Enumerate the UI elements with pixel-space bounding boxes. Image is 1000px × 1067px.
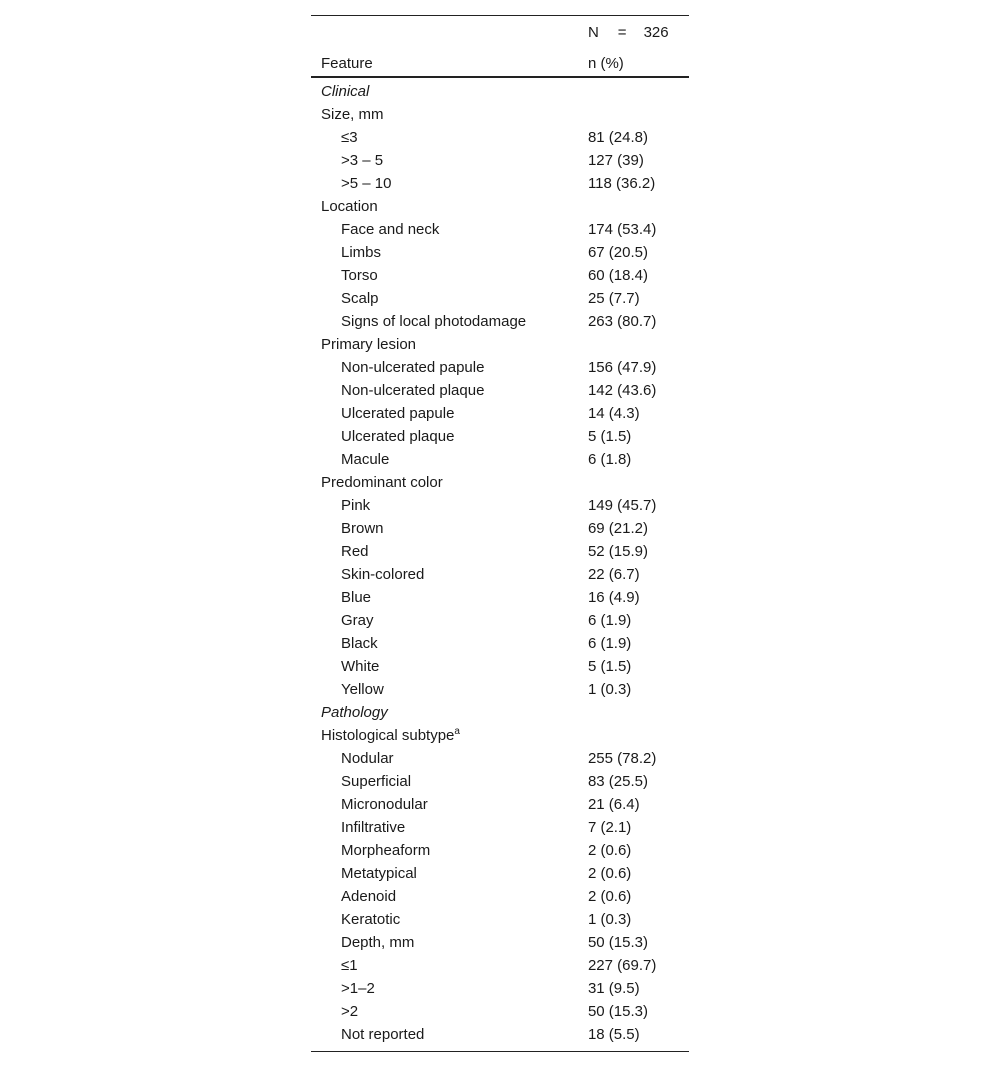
feature-label [311, 310, 588, 333]
feature-label-text: Pathology [321, 704, 388, 721]
feature-label [311, 494, 588, 517]
feature-label-text: Non-ulcerated papule [341, 359, 485, 376]
feature-label-text: Micronodular [341, 796, 428, 813]
table-row [311, 724, 689, 747]
table-row [311, 333, 689, 356]
table-body [311, 77, 689, 1052]
value-cell: 16 (4.9) [587, 589, 640, 606]
feature-label-text: Metatypical [341, 865, 417, 882]
feature-label-text: Predominant color [321, 474, 443, 491]
column-header-feature: Feature [311, 44, 588, 77]
feature-label-text: Keratotic [341, 911, 401, 928]
feature-label [311, 954, 588, 977]
value-cell: 5 (1.5) [587, 428, 632, 445]
feature-label-text: Morpheaform [341, 842, 431, 859]
table-row [311, 218, 689, 241]
table-row [311, 402, 689, 425]
table-row [311, 563, 689, 586]
table-row [311, 264, 689, 287]
value-cell: 22 (6.7) [587, 566, 640, 583]
feature-label [311, 977, 588, 1000]
section-label [311, 701, 588, 724]
table-row [311, 379, 689, 402]
table-row [311, 793, 689, 816]
feature-label [311, 563, 588, 586]
feature-label [311, 287, 588, 310]
feature-label [311, 540, 588, 563]
n-label: N [587, 24, 599, 41]
feature-label-text: Location [321, 198, 378, 215]
table-row [311, 310, 689, 333]
table-row [311, 195, 689, 218]
value-cell: 50 (15.3) [587, 934, 648, 951]
table-row [311, 586, 689, 609]
value-cell: 127 (39) [587, 152, 644, 169]
feature-label [311, 379, 588, 402]
feature-label [311, 517, 588, 540]
table-row [311, 701, 689, 724]
value-cell: 67 (20.5) [587, 244, 648, 261]
table-row [311, 126, 689, 149]
value-cell: 50 (15.3) [587, 1003, 648, 1020]
group-label [311, 724, 588, 747]
feature-label [311, 1000, 588, 1023]
feature-label-text: White [341, 658, 380, 675]
feature-label-text: ≤3 [341, 129, 358, 146]
feature-label-text: Superficial [341, 773, 412, 790]
feature-label-text: Size, mm [321, 106, 384, 123]
table-row [311, 816, 689, 839]
table-header [311, 16, 689, 78]
value-cell: 5 (1.5) [587, 658, 632, 675]
feature-label [311, 218, 588, 241]
feature-label [311, 632, 588, 655]
value-cell: 18 (5.5) [588, 1023, 689, 1052]
table-row [311, 885, 689, 908]
group-label [311, 333, 588, 356]
feature-label [311, 241, 588, 264]
value-cell: 69 (21.2) [587, 520, 648, 537]
feature-label [311, 172, 588, 195]
footnote-marker: a [454, 726, 460, 737]
value-cell [588, 333, 689, 356]
value-cell: 255 (78.2) [587, 750, 657, 767]
table-row [311, 77, 689, 103]
value-cell [588, 701, 689, 724]
table-row [311, 356, 689, 379]
feature-label-text: Clinical [321, 83, 370, 100]
value-cell: 2 (0.6) [587, 865, 632, 882]
feature-label-text: Brown [341, 520, 384, 537]
value-cell: 149 (45.7) [587, 497, 657, 514]
table-row [311, 609, 689, 632]
value-cell: 118 (36.2) [587, 175, 656, 192]
value-cell: 1 (0.3) [587, 681, 632, 698]
value-cell: 7 (2.1) [587, 819, 632, 836]
feature-table-container [311, 15, 689, 1052]
table-row [311, 862, 689, 885]
table-row [311, 1000, 689, 1023]
feature-label-text: ≤1 [341, 957, 358, 974]
feature-label-text: Not reported [341, 1026, 425, 1043]
feature-label [311, 793, 588, 816]
section-label [311, 77, 588, 103]
value-cell: 25 (7.7) [587, 290, 640, 307]
feature-label [311, 126, 588, 149]
feature-label-text: Scalp [341, 290, 379, 307]
value-cell [588, 724, 689, 747]
header-empty-cell [311, 16, 588, 45]
value-cell: 2 (0.6) [587, 888, 632, 905]
column-header-n-percent: n (%) [588, 44, 689, 77]
table-row [311, 908, 689, 931]
feature-label-text: Yellow [341, 681, 384, 698]
feature-label-text: Red [341, 543, 369, 560]
feature-label-text: Infiltrative [341, 819, 406, 836]
table-row [311, 448, 689, 471]
table-row [311, 172, 689, 195]
group-label [311, 471, 588, 494]
value-cell [588, 103, 689, 126]
value-cell [588, 471, 689, 494]
feature-label [311, 586, 588, 609]
feature-label-text: >3 – 5 [341, 152, 384, 169]
feature-label-text: Ulcerated papule [341, 405, 455, 422]
table-row [311, 632, 689, 655]
feature-label [311, 770, 588, 793]
feature-label [311, 356, 588, 379]
feature-label-text: Limbs [341, 244, 382, 261]
value-cell: 6 (1.9) [587, 612, 632, 629]
table-row [311, 977, 689, 1000]
table-row [311, 103, 689, 126]
feature-label-text: Nodular [341, 750, 394, 767]
n-value: 326 [643, 24, 669, 41]
header-row-n [311, 16, 689, 45]
feature-label-text: >2 [341, 1003, 359, 1020]
value-cell: 227 (69.7) [587, 957, 657, 974]
feature-label-text: Black [341, 635, 378, 652]
value-cell: 6 (1.9) [587, 635, 632, 652]
table-row [311, 149, 689, 172]
feature-label-text: Macule [341, 451, 390, 468]
feature-label-text: Primary lesion [321, 336, 417, 353]
table-row [311, 425, 689, 448]
value-cell: 2 (0.6) [587, 842, 632, 859]
table-row [311, 770, 689, 793]
table-row [311, 678, 689, 701]
header-n-total [588, 16, 689, 45]
value-cell: 60 (18.4) [587, 267, 648, 284]
feature-label-text: Pink [341, 497, 371, 514]
feature-label-text: Skin-colored [341, 566, 425, 583]
value-cell: 6 (1.8) [587, 451, 632, 468]
feature-label [311, 747, 588, 770]
value-cell: 1 (0.3) [587, 911, 632, 928]
feature-label [311, 862, 588, 885]
value-cell: 21 (6.4) [587, 796, 640, 813]
value-cell: 81 (24.8) [587, 129, 648, 146]
table-row [311, 747, 689, 770]
feature-label [311, 402, 588, 425]
value-cell: 156 (47.9) [587, 359, 657, 376]
group-label [311, 103, 588, 126]
table-row [311, 1023, 689, 1052]
feature-label-text: Torso [341, 267, 378, 284]
feature-label [311, 609, 588, 632]
value-cell: 263 (80.7) [587, 313, 657, 330]
feature-label [311, 149, 588, 172]
feature-label-text: Non-ulcerated plaque [341, 382, 485, 399]
value-cell: 14 (4.3) [587, 405, 640, 422]
feature-label-text: >5 – 10 [341, 175, 392, 192]
feature-label-text: Ulcerated plaque [341, 428, 455, 445]
feature-label-text: Signs of local photodamage [341, 313, 527, 330]
feature-label-text: Histological subtype [321, 727, 455, 744]
table-row [311, 471, 689, 494]
feature-label [311, 448, 588, 471]
value-cell [588, 195, 689, 218]
feature-label [311, 264, 588, 287]
value-cell: 174 (53.4) [587, 221, 657, 238]
feature-table [311, 15, 689, 1052]
value-cell: 31 (9.5) [587, 980, 640, 997]
table-row [311, 517, 689, 540]
feature-label [311, 678, 588, 701]
group-label [311, 195, 588, 218]
feature-label-text: Depth, mm [341, 934, 415, 951]
table-row [311, 540, 689, 563]
feature-label [311, 908, 588, 931]
value-cell: 142 (43.6) [587, 382, 657, 399]
table-row [311, 287, 689, 310]
table-row [311, 839, 689, 862]
value-cell [588, 77, 689, 103]
feature-label-text: Blue [341, 589, 372, 606]
feature-label-text: Adenoid [341, 888, 397, 905]
table-row [311, 931, 689, 954]
value-cell: 83 (25.5) [587, 773, 648, 790]
feature-label [311, 425, 588, 448]
header-row-columns [311, 44, 689, 77]
feature-label [311, 839, 588, 862]
table-row [311, 655, 689, 678]
feature-label [311, 1023, 588, 1052]
feature-label-text: Face and neck [341, 221, 440, 238]
n-equals: = [617, 24, 627, 41]
feature-label-text: Gray [341, 612, 374, 629]
table-row [311, 954, 689, 977]
feature-label [311, 885, 588, 908]
feature-label [311, 655, 588, 678]
feature-label [311, 816, 588, 839]
table-row [311, 494, 689, 517]
value-cell: 52 (15.9) [587, 543, 648, 560]
feature-label [311, 931, 588, 954]
feature-label-text: >1–2 [341, 980, 375, 997]
table-row [311, 241, 689, 264]
